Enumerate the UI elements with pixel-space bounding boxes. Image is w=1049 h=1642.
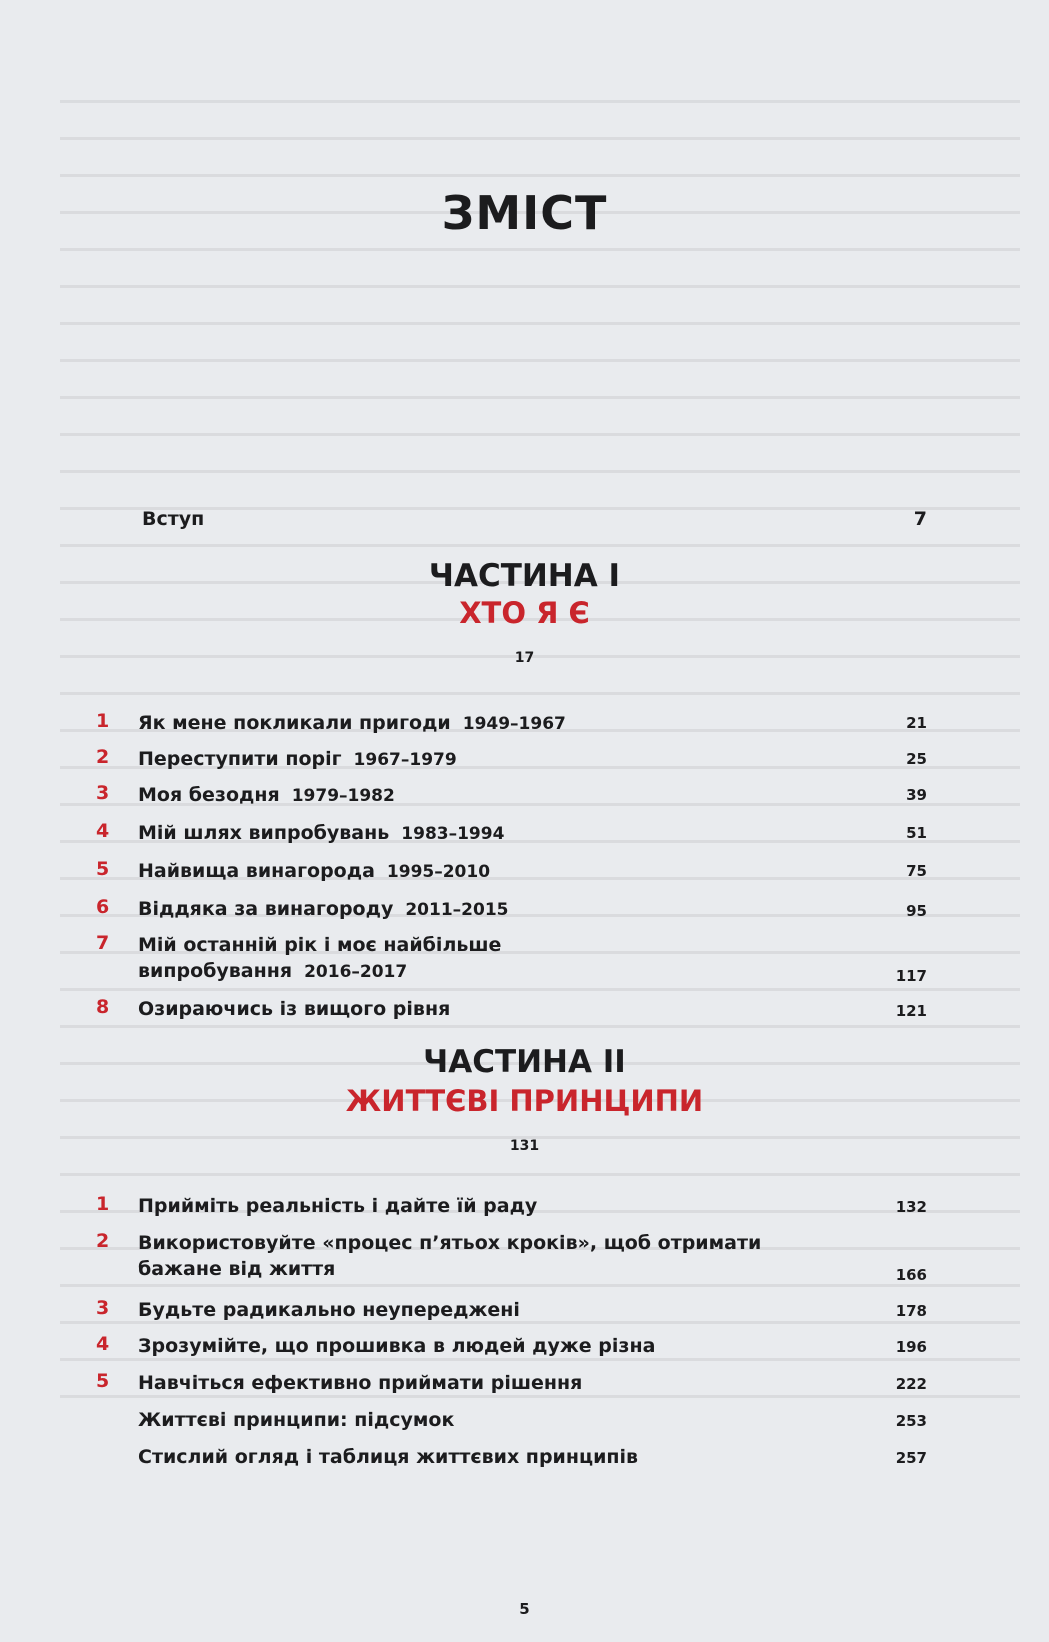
toc-entry-intro[interactable] [142, 508, 927, 530]
chapter-title-line-1: Мій останній рік і моє найбільше [138, 934, 502, 956]
chapter-title: Віддяка за винагороду [138, 898, 394, 920]
chapter-page: 257 [895, 1449, 927, 1467]
chapter-number: 1 [96, 710, 110, 732]
chapter-number: 2 [96, 746, 110, 768]
chapter-title: Прийміть реальність і дайте їй раду [138, 1195, 538, 1217]
part-2-title: ЧАСТИНА ІІ [423, 1044, 626, 1080]
chapter-number: 5 [96, 1370, 110, 1392]
chapter-page: 51 [906, 824, 927, 842]
chapter-title: Моя безодня [138, 784, 280, 806]
chapter-number: 1 [96, 1193, 110, 1215]
chapter-page: 21 [906, 714, 927, 732]
chapter-years: 1967–1979 [353, 750, 457, 770]
chapter-title: Життєві принципи: підсумок [138, 1409, 455, 1431]
chapter-title: Мій шлях випробувань [138, 822, 390, 844]
chapter-page: 75 [906, 862, 927, 880]
chapter-title-line-1: Використовуйте «процес п’ятьох кроків», щоб отримати [138, 1232, 762, 1254]
chapter-number: 3 [96, 1297, 110, 1319]
chapter-years: 1979–1982 [291, 786, 395, 806]
chapter-title: Зрозумійте, що прошивка в людей дуже різна [138, 1335, 656, 1357]
chapter-number: 6 [96, 896, 110, 918]
chapter-page: 95 [906, 902, 927, 920]
chapter-page: 117 [895, 967, 927, 985]
chapter-page: 222 [895, 1375, 927, 1393]
chapter-title: Як мене покликали пригоди [138, 712, 451, 734]
chapter-years: 1995–2010 [386, 862, 491, 882]
chapter-page: 25 [906, 750, 927, 768]
chapter-number: 8 [96, 996, 110, 1018]
chapter-number: 7 [96, 932, 110, 954]
intro-page: 7 [913, 508, 927, 530]
chapter-number: 4 [96, 1333, 110, 1355]
chapter-title-line-2: випробування [138, 960, 293, 982]
chapter-years: 1949–1967 [462, 714, 566, 734]
chapter-years: 2011–2015 [405, 900, 509, 920]
chapter-number: 5 [96, 858, 110, 880]
chapter-title: Озираючись із вищого рівня [138, 998, 451, 1020]
chapter-number: 2 [96, 1230, 110, 1252]
chapter-title: Переступити поріг [138, 748, 342, 770]
page-title: ЗМІСТ [441, 186, 608, 240]
chapter-page: 178 [895, 1302, 927, 1320]
chapter-years: 1983–1994 [401, 824, 505, 844]
chapter-title-line-2: бажане від життя [138, 1258, 336, 1280]
part-2-subtitle: ЖИТТЄВІ ПРИНЦИПИ [345, 1084, 704, 1118]
chapter-title: Навчіться ефективно приймати рішення [138, 1372, 583, 1394]
part-1-subtitle: ХТО Я Є [459, 596, 590, 630]
chapter-title: Будьте радикально неупереджені [138, 1299, 520, 1321]
chapter-page: 121 [895, 1002, 927, 1020]
chapter-page: 196 [895, 1338, 927, 1356]
chapter-title: Найвища винагорода [138, 860, 375, 882]
chapter-page: 132 [895, 1198, 927, 1216]
chapter-title: Стислий огляд і таблиця життєвих принципів [138, 1446, 639, 1468]
chapter-page: 39 [906, 786, 927, 804]
page-number: 5 [519, 1600, 530, 1618]
chapter-page: 166 [895, 1266, 927, 1284]
part-1-page: 17 [514, 650, 535, 666]
chapter-page: 253 [895, 1412, 927, 1430]
chapter-number: 3 [96, 782, 110, 804]
part-1-title: ЧАСТИНА І [428, 558, 621, 594]
chapter-number: 4 [96, 820, 110, 842]
chapter-years: 2016–2017 [304, 962, 408, 982]
intro-label: Вступ [142, 508, 205, 530]
part-2-page: 131 [509, 1138, 540, 1154]
